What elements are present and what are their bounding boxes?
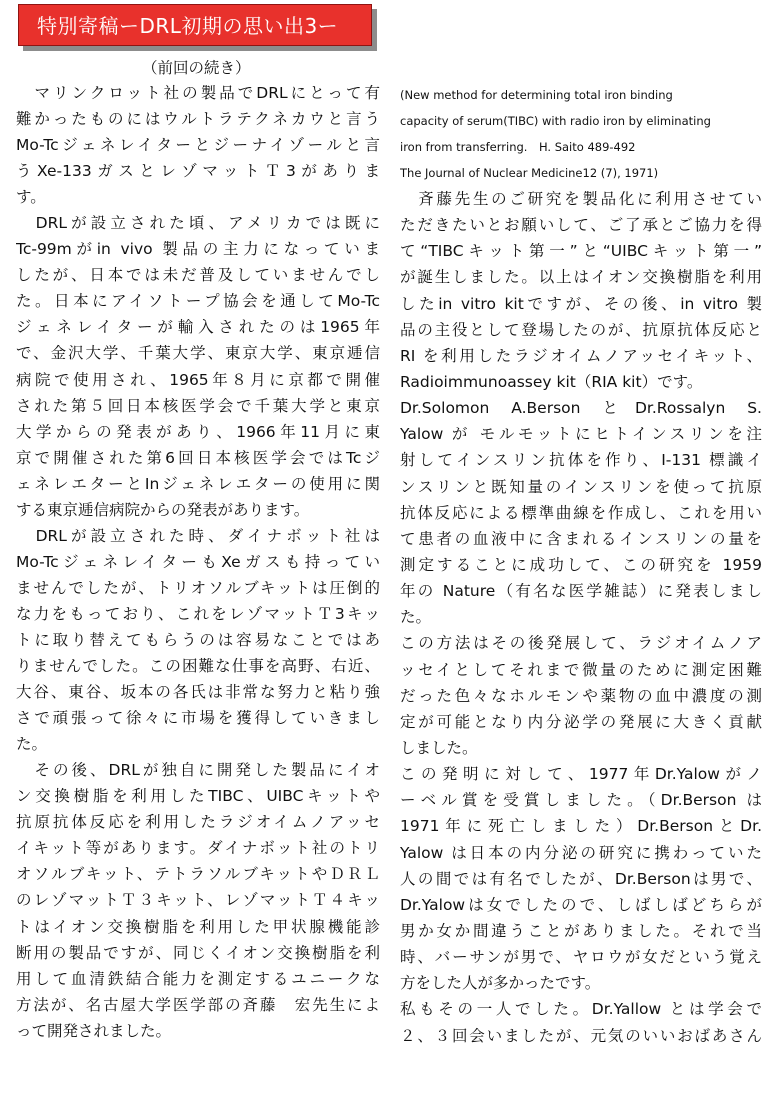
text-line: Dr.Solomon A.Berson とDr.Rossalyn S. (400, 399, 762, 418)
text-line: Yalow は日本の内分泌の研究に携わっていた (400, 843, 762, 862)
text-line: 品の主役として登場したのが、抗原抗体反応と (400, 320, 762, 339)
article-title: 特別寄稿ーDRL初期の思い出3ー (18, 4, 372, 46)
text-line: うXe-133ガスとレゾマットＴ3がありま (16, 162, 380, 181)
text-line: ーベル賞を受賞しました。（Dr.Berson は (400, 791, 762, 810)
right-body (400, 186, 762, 1049)
text-line: た。 (400, 608, 432, 627)
text-line: DRLが設立された頃、アメリカでは既に (16, 214, 380, 233)
text-line: で、金沢大学、千葉大学、東京大学、東京逓信 (16, 344, 380, 363)
subtitle: （前回の続き） (142, 59, 251, 77)
text-line: ンスリンと既知量のインスリンを使って抗原 (400, 477, 762, 496)
text-line: さで頑張って徐々に市場を獲得していきまし (16, 709, 380, 728)
text-line: 方をした人が多かったです。 (400, 974, 601, 993)
text-line: その後、DRLが独自に開発した製品にイオ (16, 761, 380, 780)
text-line: 大谷、東谷、坂本の各氏は非常な努力と粘り強 (16, 683, 380, 702)
text-line: イキット等があります。ダイナボット社のトリ (16, 839, 380, 858)
text-line: Dr.Yalowは女でしたので、しばしばどちらが (400, 895, 762, 914)
text-line: 大学からの発表があり、1966年11月に東 (16, 422, 380, 441)
text-line: しました。 (400, 738, 478, 757)
text-line: ェネレエターとInジェネレエターの使用に関 (16, 474, 380, 493)
text-line: Tc-99mがin vivo 製品の主力になっていま (16, 240, 380, 259)
text-line: Yalow が モルモットにヒトインスリンを注 (400, 425, 762, 444)
text-line: この発明に対して、1977年Dr.Yalowがノ (400, 765, 762, 784)
reference-line: (New method for determining total iron binding (400, 88, 673, 102)
text-line: された第５回日本核医学会で千葉大学と東京 (16, 396, 380, 415)
text-line: したが、日本では未だ普及していませんでし (16, 266, 380, 285)
text-line: ませんでしたが、トリオソルブキットは圧倒的 (16, 578, 380, 597)
text-line: って開発されました。 (16, 1021, 172, 1040)
text-line: 断用の製品ですが、同じくイオン交換樹脂を利 (16, 943, 380, 962)
text-line: な力をもっており、これをレゾマットＴ3キッ (16, 604, 380, 623)
text-line: この方法はその後発展して、ラジオイムノア (400, 634, 762, 653)
text-line: ジェネレイターが輸入されたのは1965年 (16, 318, 380, 337)
text-line: 1971年に死亡しました）Dr.BersonとDr. (400, 817, 762, 836)
text-line: ン交換樹脂を利用したTIBC、UIBCキットや (16, 787, 380, 806)
text-line: ッセイとしてそれまで微量のために測定困難 (400, 660, 762, 679)
text-line: ２、３回会いましたが、元気のいいおばあさん (400, 1026, 762, 1045)
text-line: が誕生しました。以上はイオン交換樹脂を利用 (400, 268, 762, 287)
text-line: 私もその一人でした。Dr.Yallow とは学会で (400, 1000, 762, 1019)
text-line: 抗原抗体反応を利用したラジオイムノアッセ (16, 813, 380, 832)
text-line: Mo-Tcジェネレイターとジーナイゾールと言 (16, 136, 380, 155)
text-line: だった色々なホルモンや薬物の血中濃度の測 (400, 686, 762, 705)
text-line: したin vitro kitですが、その後、in vitro 製 (400, 294, 762, 313)
right-column (400, 82, 762, 1049)
text-line: ただきたいとお願いして、ご了承とご協力を得 (400, 216, 762, 235)
text-line: て患者の血液中に含まれるインスリンの量を (400, 529, 762, 548)
text-line: た。日本にアイソトープ協会を通してMo-Tc (16, 292, 380, 311)
text-line: RI を利用したラジオイムノアッセイキット、 (400, 346, 762, 365)
text-line: 男か女か間違うことがありました。それで当 (400, 921, 762, 940)
left-body (16, 80, 380, 1044)
text-line: す。 (16, 188, 46, 207)
text-line: 時、バーサンが男で、ヤロウが女だという覚え (400, 948, 762, 967)
text-line: て“TIBCキット第一”と“UIBCキット第一” (400, 242, 762, 261)
text-line: 定が可能となり内分泌学の発展に大きく貢献 (400, 712, 762, 731)
text-line: トはイオン交換樹脂を利用した甲状腺機能診 (16, 917, 380, 936)
text-line: 人の間では有名でしたが、Dr.Bersonは男で、 (400, 869, 762, 888)
reference-citation (400, 82, 762, 186)
text-line: オソルブキット、テトラソルブキットやＤＲＬ (16, 865, 380, 884)
reference-line: The Journal of Nuclear Medicine12 (7), 1971) (400, 166, 659, 180)
text-line: のレゾマットＴ３キット、レゾマットＴ４キッ (16, 891, 380, 910)
text-line: 病院で使用され、1965年８月に京都で開催 (16, 370, 380, 389)
text-line: Mo-TcジェネレイターもXeガスも持ってい (16, 552, 380, 571)
text-line: マリンクロット社の製品でDRLにとって有 (16, 84, 380, 102)
text-line: 抗体反応による標準曲線を作成し、これを用い (400, 503, 762, 522)
text-line: た。 (16, 735, 48, 754)
text-line: 京で開催された第6回日本核医学会ではTcジ (16, 448, 380, 467)
reference-line: iron from transferring. H. Saito 489-492 (400, 140, 636, 154)
text-line: 斉藤先生のご研究を製品化に利用させてい (400, 190, 762, 208)
text-line: 射してインスリン抗体を作り、I-131 標識イ (400, 451, 762, 470)
text-line: DRLが設立された時、ダイナボット社は (16, 526, 380, 545)
text-line: 難かったものにはウルトラテクネカウと言う (16, 110, 380, 129)
text-line: 測定することに成功して、この研究を 1959 (400, 555, 762, 574)
text-line: する東京逓信病院からの発表があります。 (16, 500, 310, 519)
text-line: りませんでした。この困難な仕事を高野、右近、 (16, 657, 380, 676)
text-line: 年の Nature（有名な医学雑誌）に発表しまし (400, 582, 762, 601)
text-line: トに取り替えてもらうのは容易なことではあ (16, 630, 380, 649)
text-line: 用して血清鉄結合能力を測定するユニークな (16, 969, 380, 988)
reference-line: capacity of serum(TIBC) with radio iron by eliminating (400, 114, 711, 128)
text-line: 方法が、名古屋大学医学部の斉藤 宏先生によ (16, 995, 380, 1014)
text-line: Radioimmunoassey kit（RIA kit）です。 (400, 372, 703, 391)
left-column (16, 56, 380, 1044)
